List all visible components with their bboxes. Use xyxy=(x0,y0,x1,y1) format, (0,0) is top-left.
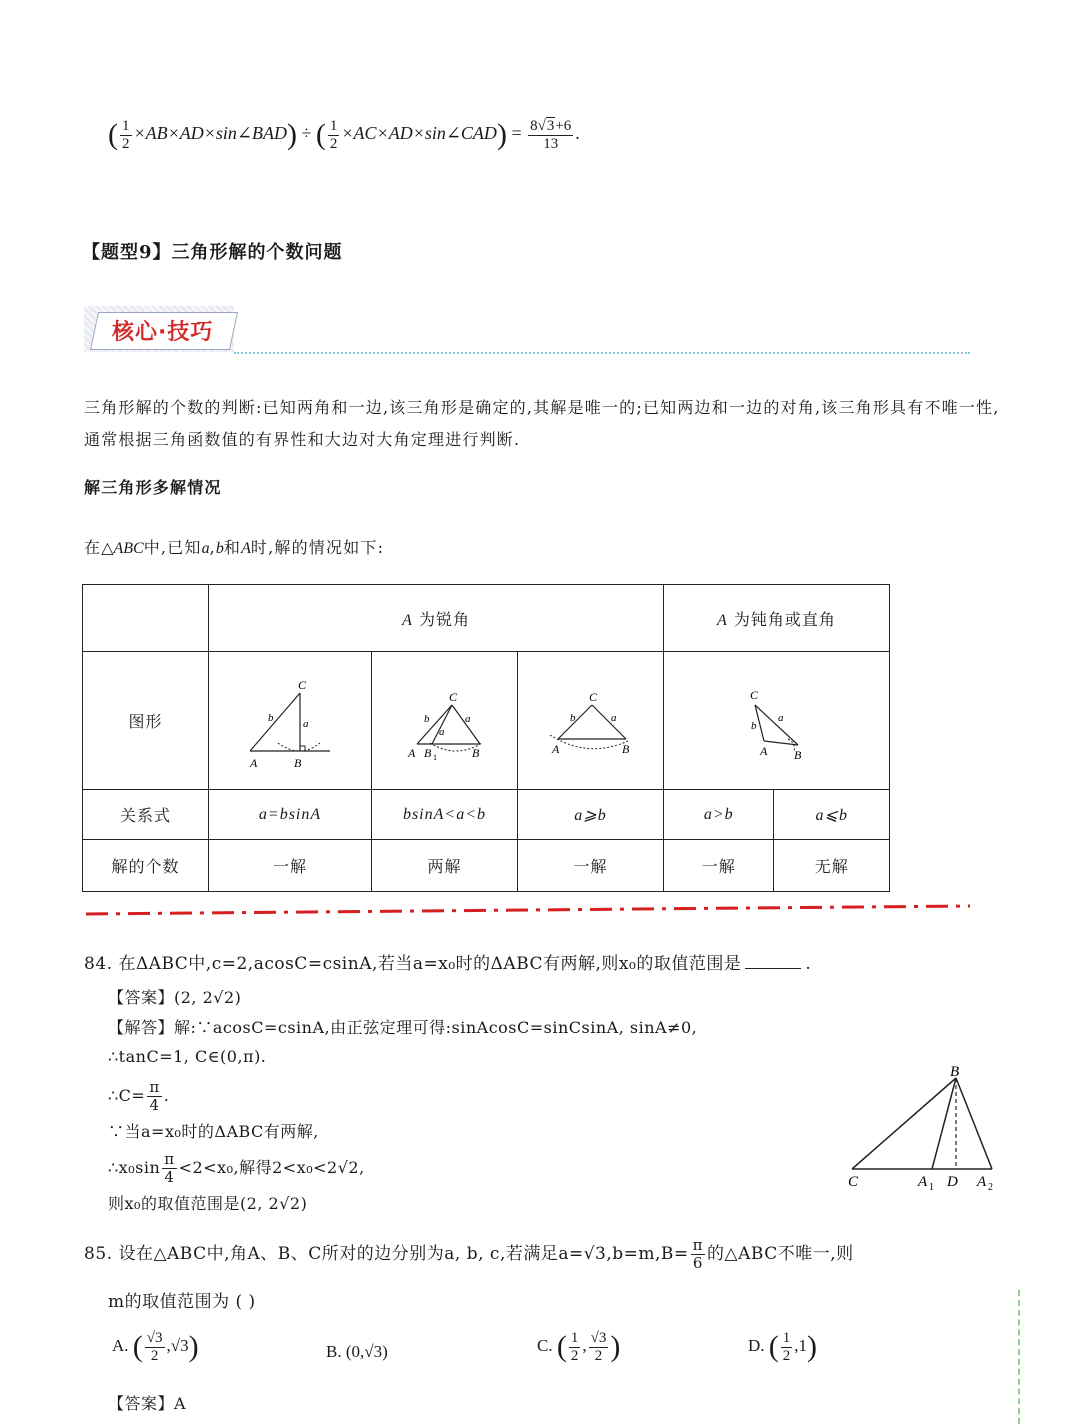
equation-end: . xyxy=(575,123,580,144)
q85-stem-pre: 85. 设在△ABC中,角A、B、C所对的边分别为a, b, c,若满足a=√3,b=m,B= xyxy=(84,1244,689,1264)
red-separator xyxy=(86,900,976,920)
q85-option-a[interactable]: A. ( $\frac{√3}{2}$ ,√3) xyxy=(112,1329,199,1364)
q85-option-c[interactable]: C. ( $\frac{1}{2}$ , $\frac{√3}{2}$ ) xyxy=(537,1329,621,1364)
q84-figure xyxy=(840,1058,1010,1198)
top-equation: ( $\frac{1}{2}$ ×AB×AD×sin∠BAD) ÷ ( $\frac{1}{2}$ ×AC×AD×sin∠CAD) = $\frac{8√3+6}{13}$ . xyxy=(108,117,580,152)
fig4-label-C: C xyxy=(749,687,759,702)
q84-stem-end: . xyxy=(805,954,812,974)
q85-option-c-d1: 2 xyxy=(570,1347,579,1364)
result-den: 13 xyxy=(543,135,559,152)
q85-option-d-num: 1 xyxy=(782,1329,791,1346)
q84-stem-text: 84. 在ΔABC中,c=2,acosC=csinA,若当a=x₀时的ΔABC有两解,则x₀的取值范围是 xyxy=(84,954,742,974)
fig2-label-A: A xyxy=(407,745,417,760)
figure-right-triangle xyxy=(210,659,370,779)
figure-cell-1 xyxy=(209,652,372,790)
figure-obtuse xyxy=(664,659,889,779)
q85-option-d-label: D. xyxy=(748,1335,765,1355)
div-sign: ÷ xyxy=(301,123,312,144)
q85-answer: 【答案】A xyxy=(108,1394,187,1413)
q85-option-d-rest: ,1 xyxy=(794,1335,808,1355)
q84-solution-4: ∵当a=x₀时的ΔABC有两解, xyxy=(108,1122,319,1141)
fig2-label-a-inner: a xyxy=(438,725,446,738)
right-expr: ×AC×AD×sin∠CAD xyxy=(341,123,497,144)
q84-solution-6: 则x₀的取值范围是(2, 2√2) xyxy=(108,1194,308,1213)
row-label-count: 解的个数 xyxy=(83,840,209,892)
figure-cell-2 xyxy=(371,652,517,790)
core-skill-badge xyxy=(84,306,974,356)
q84-fig-label-A2: A xyxy=(977,1174,987,1190)
fig4-label-B: B xyxy=(793,747,803,762)
header-obtuse: A 为钝角或直角 xyxy=(663,585,889,652)
q84-sol5-post: <2<x₀,解得2<x₀<2√2, xyxy=(178,1158,365,1177)
q84-solution-5 xyxy=(108,1152,365,1185)
fig2-label-B: B xyxy=(471,745,481,760)
fig4-label-a: a xyxy=(777,711,785,724)
q85-option-b[interactable]: B. (0,√3) xyxy=(326,1342,388,1361)
q84-solution-2: ∴tanC=1, C∈(0,π). xyxy=(108,1047,267,1066)
q85-option-d[interactable]: D. ( $\frac{1}{2}$ ,1) xyxy=(748,1329,818,1364)
q85-six: 6 xyxy=(692,1254,703,1272)
figure-two-solutions xyxy=(372,659,517,779)
intro-suffix: 时,解的情况如下: xyxy=(250,538,385,557)
subheading: 解三角形多解情况 xyxy=(84,478,222,497)
intro-a: a xyxy=(201,540,210,557)
fig4-label-b: b xyxy=(750,719,758,732)
fig2-label-b: b xyxy=(423,712,431,725)
table-relation-row xyxy=(83,790,890,840)
fig3-label-C: C xyxy=(588,689,598,704)
fig3-label-A: A xyxy=(551,741,561,756)
row-label-figure: 图形 xyxy=(83,652,209,790)
q85-option-a-rest: ,√3 xyxy=(166,1335,189,1355)
q84-sol3-pre: ∴C= xyxy=(108,1086,146,1105)
q84-answer: 【答案】(2, 2√2) xyxy=(108,988,242,1007)
type-title: 【题型9】三角形解的个数问题 xyxy=(82,242,343,263)
header-empty-cell xyxy=(83,585,209,652)
table-count-row xyxy=(83,840,890,892)
q85-option-d-den: 2 xyxy=(782,1347,791,1364)
q84-fig-label-B: B xyxy=(950,1064,960,1080)
intro-triangle: △ABC xyxy=(101,540,144,557)
count-5: 无解 xyxy=(774,840,890,892)
figure-cell-3 xyxy=(517,652,663,790)
q84-sol5-four: 4 xyxy=(164,1168,175,1186)
table-figure-row xyxy=(83,652,890,790)
fig1-label-a: a xyxy=(303,717,310,730)
q84-answer-blank[interactable] xyxy=(745,968,801,969)
result-num-b: +6 xyxy=(555,117,572,134)
half-den: 2 xyxy=(122,135,130,152)
q84-fig-label-A1: A xyxy=(918,1174,928,1190)
fig4-label-A: A xyxy=(759,743,769,758)
intro-prefix: 在 xyxy=(84,538,102,557)
q85-option-a-num: √3 xyxy=(146,1329,163,1346)
q84-sol5-pre: ∴x₀sin xyxy=(108,1158,161,1177)
q84-fig-label-A1-sub: 1 xyxy=(929,1182,934,1193)
q84-fig-label-C: C xyxy=(848,1174,859,1190)
equals-sign: = xyxy=(511,123,522,144)
relation-1: a=bsinA xyxy=(209,790,372,840)
intro-line xyxy=(84,532,1004,565)
half-den-2: 2 xyxy=(329,135,338,152)
fig3-label-B: B xyxy=(621,741,631,756)
q84-solution-3 xyxy=(108,1080,169,1113)
q85-stem-2: m的取值范围为 ( ) xyxy=(108,1292,256,1312)
q84-sol3-four: 4 xyxy=(149,1096,160,1114)
q84-solution-1: 【解答】解:∵acosC=csinA,由正弦定理可得:sinAcosC=sinCsinA, sinA≠0, xyxy=(108,1018,698,1037)
q84-sol5-pi: π xyxy=(164,1150,175,1168)
count-1: 一解 xyxy=(209,840,372,892)
figure-cell-4 xyxy=(663,652,889,790)
fig1-label-C: C xyxy=(298,677,308,692)
fig2-label-C: C xyxy=(448,689,458,704)
explanation-paragraph: 三角形解的个数的判断:已知两角和一边,该三角形是确定的,其解是唯一的;已知两边和一边的对角,该三角形具有不唯一性,通常根据三角函数值的有界性和大边对大角定理进行判断. xyxy=(84,398,1000,449)
q85-pi: π xyxy=(692,1236,704,1254)
q84-stem xyxy=(84,950,811,978)
relation-2: bsinA<a<b xyxy=(371,790,517,840)
q85-stem xyxy=(84,1238,854,1271)
intro-text: 中,已知 xyxy=(143,538,202,557)
q85-stem-post: 的△ABC不唯一,则 xyxy=(707,1244,854,1264)
q85-option-c-label: C. xyxy=(537,1335,553,1355)
result-num-a: 8 xyxy=(530,117,538,134)
fig1-label-A: A xyxy=(250,755,259,770)
badge-text: 核心·技巧 xyxy=(112,320,214,345)
q84-fig-label-A2-sub: 2 xyxy=(988,1182,993,1193)
figure-a-ge-b xyxy=(518,659,663,779)
q85-option-c-n2: √3 xyxy=(590,1329,607,1346)
q84-sol3-pi: π xyxy=(149,1078,160,1096)
intro-b: b xyxy=(215,540,224,557)
count-3: 一解 xyxy=(517,840,663,892)
fig3-label-a: a xyxy=(610,711,618,724)
fig2-label-B1-sub: 1 xyxy=(432,752,438,762)
table-header-row xyxy=(83,585,890,652)
left-expr: ×AB×AD×sin∠BAD xyxy=(133,123,288,144)
fig3-label-b: b xyxy=(569,711,577,724)
q85-option-c-d2: 2 xyxy=(594,1347,603,1364)
intro-comma: , xyxy=(209,538,216,557)
relation-5: a⩽b xyxy=(774,790,890,840)
q85-option-a-den: 2 xyxy=(150,1347,159,1364)
fig1-label-B: B xyxy=(294,755,303,770)
q84-sol3-end: . xyxy=(163,1086,170,1105)
margin-dashed-line xyxy=(1018,1290,1020,1424)
fig2-label-a-outer: a xyxy=(464,712,472,725)
header-acute: A 为锐角 xyxy=(209,585,664,652)
count-4: 一解 xyxy=(663,840,773,892)
fig1-label-b: b xyxy=(268,711,275,724)
badge-underline xyxy=(234,352,970,354)
row-label-relation: 关系式 xyxy=(83,790,209,840)
half-num: 1 xyxy=(122,117,130,134)
q84-fig-label-D: D xyxy=(947,1174,958,1190)
intro-and: 和 xyxy=(223,538,242,557)
q85-option-a-label: A. xyxy=(112,1335,129,1355)
fig2-label-B1: B xyxy=(423,745,433,760)
count-2: 两解 xyxy=(371,840,517,892)
intro-angle: A xyxy=(241,540,251,557)
solution-table xyxy=(82,584,890,892)
half-num-2: 1 xyxy=(329,117,338,134)
relation-3: a⩾b xyxy=(517,790,663,840)
result-num-root: 3 xyxy=(546,117,555,134)
relation-4: a>b xyxy=(663,790,773,840)
q85-option-c-n1: 1 xyxy=(570,1329,579,1346)
